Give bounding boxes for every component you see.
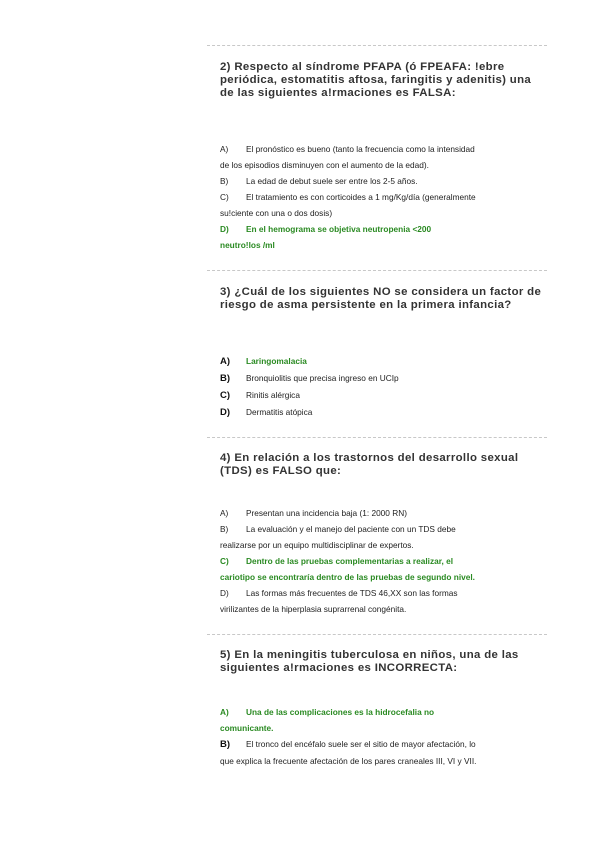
option-a-correct[interactable]: A) Laringomalacia	[220, 356, 307, 367]
option-a-cont: comunicante.	[220, 723, 274, 733]
question-4	[207, 452, 547, 478]
option-d-correct[interactable]: D) En el hemograma se objetiva neutropenia <200	[220, 224, 432, 234]
option-c-cont: su!ciente con una o dos dosis)	[220, 208, 333, 218]
option-c-correct[interactable]: C) Dentro de las pruebas complementarias a realizar, el	[220, 556, 454, 566]
divider	[207, 437, 547, 438]
question-2	[207, 61, 547, 100]
option-d[interactable]: D) Dermatitis atópica	[220, 407, 313, 418]
option-d[interactable]: D) Las formas más frecuentes de TDS 46,XX son las formas	[220, 588, 458, 598]
option-a[interactable]: A) Presentan una incidencia baja (1: 2000 RN)	[220, 508, 407, 518]
option-a-cont: de los episodios disminuyen con el aumento de la edad).	[220, 160, 429, 170]
option-b-cont: realizarse por un equipo multidisciplinar de expertos.	[220, 540, 414, 550]
option-d-cont: neutro!los /ml	[220, 240, 275, 250]
option-b[interactable]: B) La edad de debut suele ser entre los 2-5 años.	[220, 176, 418, 186]
divider	[207, 270, 547, 271]
divider	[207, 634, 547, 635]
option-a[interactable]: A) El pronóstico es bueno (tanto la frecuencia como la intensidad	[220, 144, 475, 154]
option-a-correct[interactable]: A) Una de las complicaciones es la hidrocefalia no	[220, 707, 435, 717]
question-5	[207, 649, 547, 675]
option-b[interactable]: B) La evaluación y el manejo del paciente con un TDS debe	[220, 524, 456, 534]
question-2-options	[207, 141, 547, 253]
option-c-cont: cariotipo se encontraría dentro de las pruebas de segundo nivel.	[220, 572, 475, 582]
question-3	[207, 286, 547, 312]
option-d-cont: virilizantes de la hiperplasia suprarrenal congénita.	[220, 604, 407, 614]
question-title: 5) En la meningitis tuberculosa en niños, una de las siguientes a!rmaciones es INCORRECTA:	[220, 649, 519, 674]
option-b[interactable]: B) El tronco del encéfalo suele ser el sitio de mayor afectación, lo	[220, 739, 476, 750]
question-title: 3) ¿Cuál de los siguientes NO se considera un factor de riesgo de asma persistente en la primera infancia?	[220, 286, 542, 311]
option-c[interactable]: C) El tratamiento es con corticoides a 1 mg/Kg/día (generalmente	[220, 192, 476, 202]
question-title: 4) En relación a los trastornos del desarrollo sexual (TDS) es FALSO que:	[220, 452, 519, 477]
question-3-options	[207, 353, 547, 421]
divider	[207, 45, 547, 46]
option-b[interactable]: B) Bronquiolitis que precisa ingreso en UCIp	[220, 373, 399, 384]
question-title: 2) Respecto al síndrome PFAPA (ó FPEAFA: !ebre periódica, estomatitis aftosa, faringitis y adenitis) una de las siguientes a!rmaciones es FALSA:	[220, 61, 532, 99]
question-5-options	[207, 704, 547, 769]
option-c[interactable]: C) Rinitis alérgica	[220, 390, 300, 401]
option-b-cont: que explica la frecuente afectación de los pares craneales III, VI y VII.	[220, 756, 477, 766]
question-4-options	[207, 505, 547, 617]
